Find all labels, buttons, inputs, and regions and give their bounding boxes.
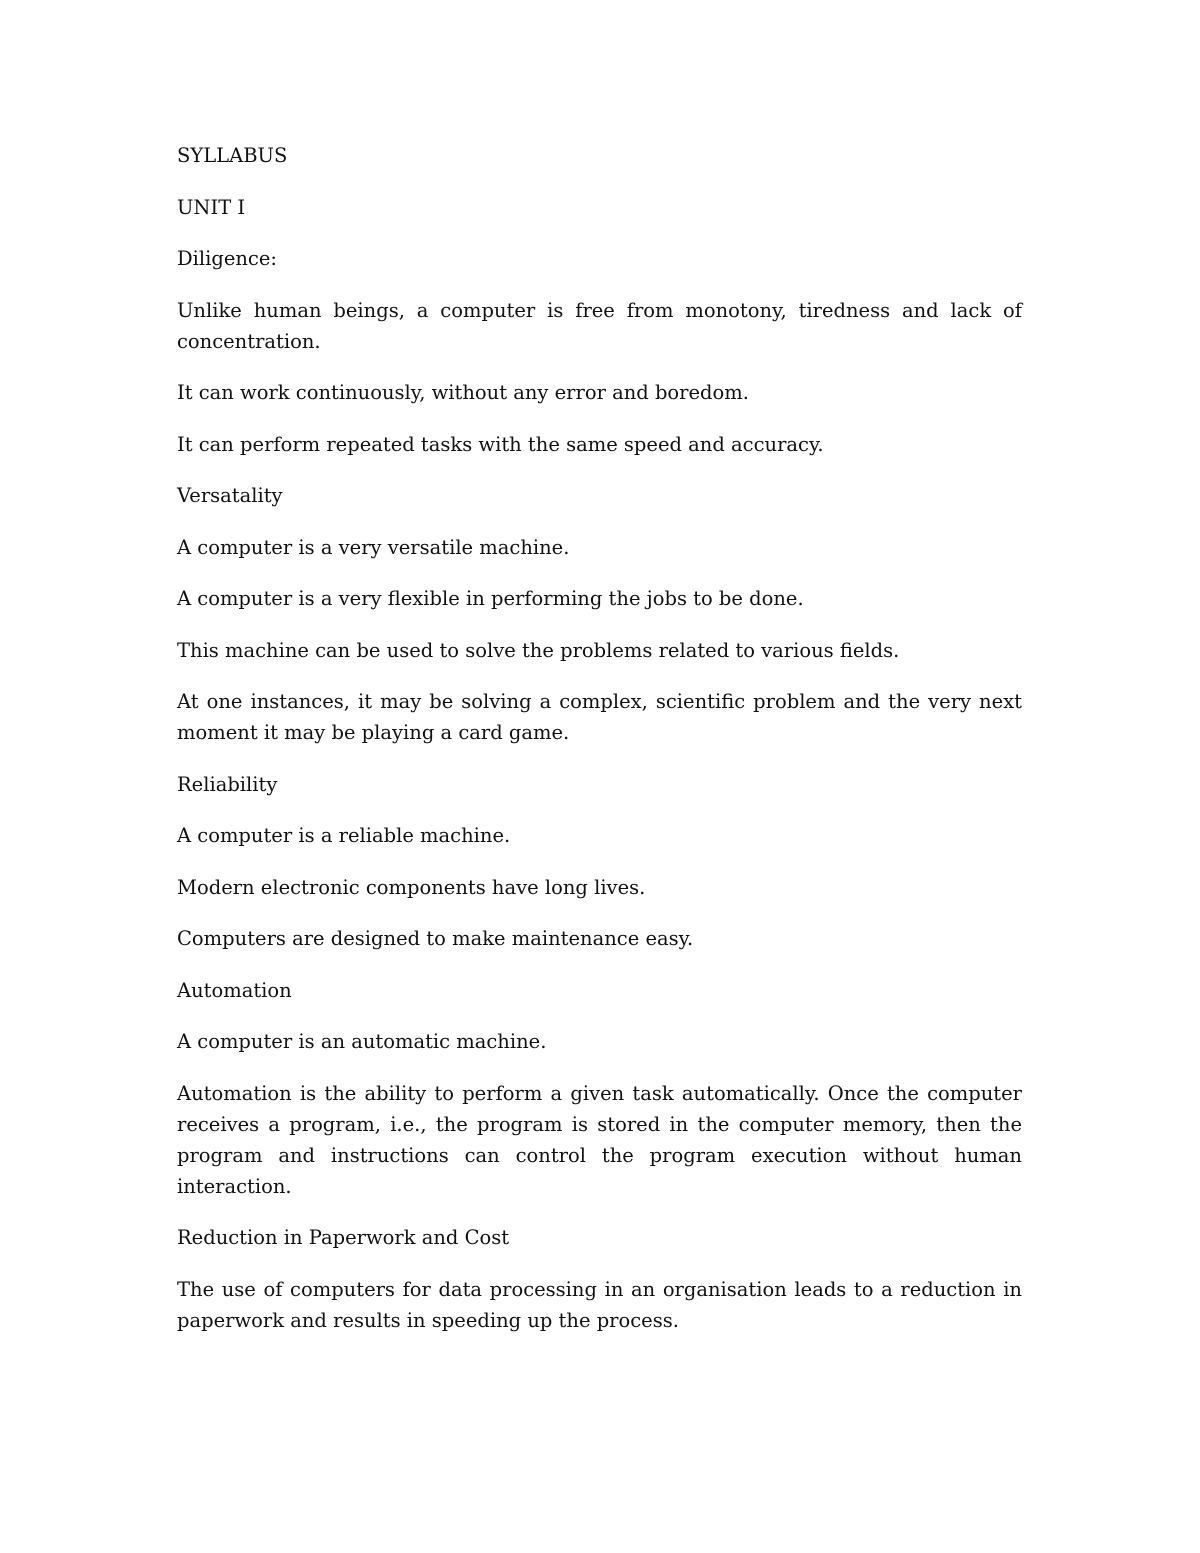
document-body (177, 140, 1022, 1356)
paragraph: A computer is a reliable machine. (177, 824, 511, 847)
paragraph: A computer is a very flexible in performing the jobs to be done. (177, 587, 804, 610)
section-heading-reduction: Reduction in Paperwork and Cost (177, 1226, 510, 1249)
section-heading-versatality: Versatality (177, 484, 283, 507)
document-title: SYLLABUS (177, 144, 288, 167)
paragraph: Automation is the ability to perform a given task automatically. Once the computer receives a program, i.e., the program is stored in the computer memory, then the program and instructions can control the program execution without human interaction. (177, 1081, 1022, 1198)
paragraph: Computers are designed to make maintenance easy. (177, 927, 694, 950)
paragraph: Unlike human beings, a computer is free from monotony, tiredness and lack of concentration. (177, 298, 1022, 353)
paragraph: A computer is an automatic machine. (177, 1030, 547, 1053)
section-heading-automation: Automation (177, 978, 292, 1002)
unit-heading: UNIT I (177, 195, 246, 219)
section-heading-reliability: Reliability (177, 772, 278, 796)
paragraph: It can perform repeated tasks with the same speed and accuracy. (177, 432, 824, 456)
paragraph: A computer is a very versatile machine. (177, 535, 570, 559)
paragraph: At one instances, it may be solving a complex, scientific problem and the very next moment it may be playing a card game. (177, 690, 1022, 744)
paragraph: Modern electronic components have long lives. (177, 875, 646, 899)
paragraph: This machine can be used to solve the problems related to various fields. (177, 638, 900, 662)
section-heading-diligence: Diligence: (177, 247, 277, 270)
paragraph: The use of computers for data processing in an organisation leads to a reduction in paperwork and results in speeding up the process. (177, 1277, 1022, 1332)
paragraph: It can work continuously, without any error and boredom. (177, 381, 749, 404)
